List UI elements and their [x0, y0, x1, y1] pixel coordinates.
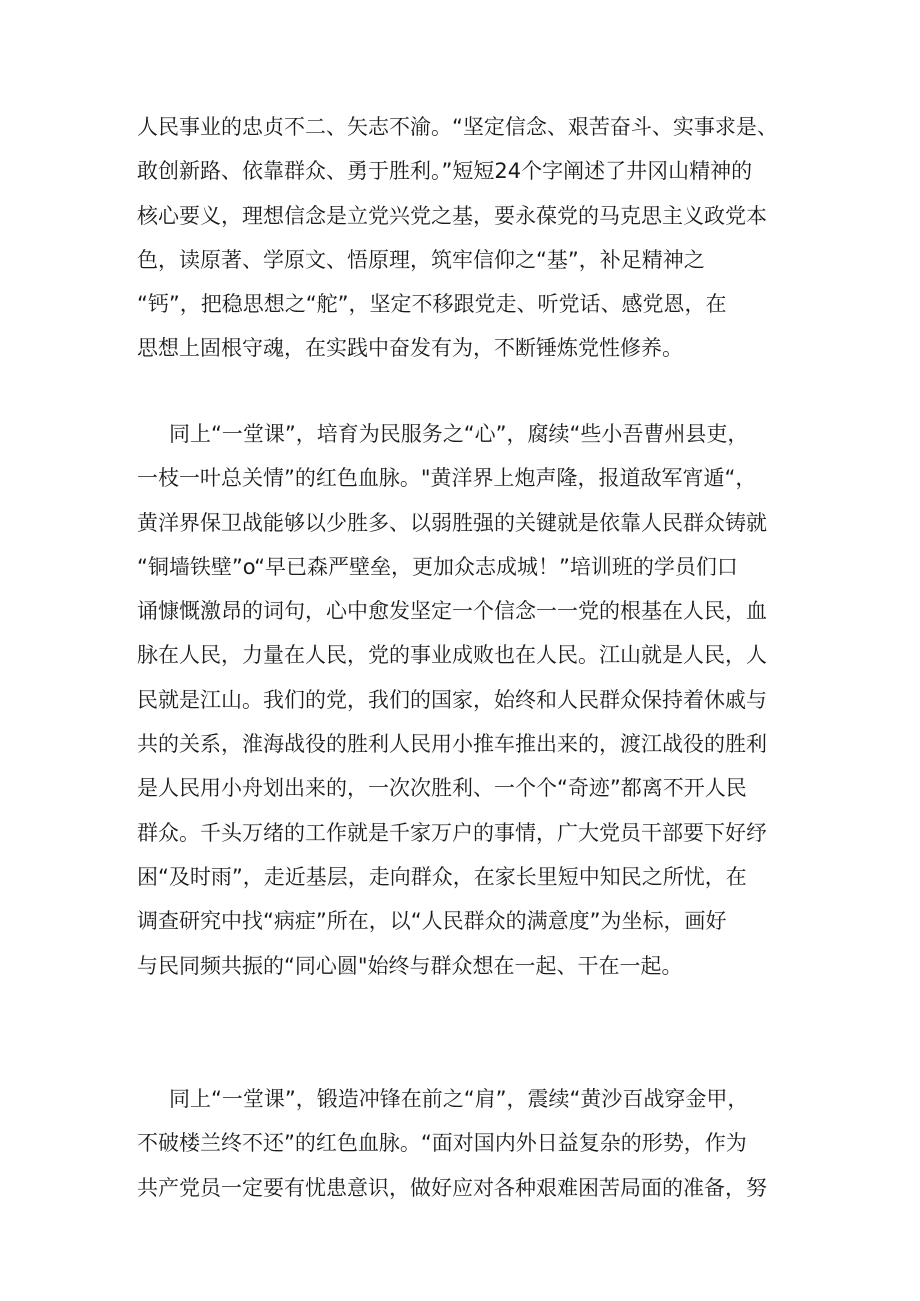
text-line: 脉在人民，力量在人民，党的事业成败也在人民。江山就是人民，人 [137, 643, 767, 668]
text-line: 调查研究中找“病症”所在，以“人民群众的满意度”为坐标，画好 [137, 909, 727, 934]
text-line: 是人民用小舟划出来的，一次次胜利、一个个“奇迹”都离不开人民 [137, 776, 747, 801]
text-line: 困“及时雨”，走近基层，走向群众，在家长里短中知民之所忧，在 [137, 864, 747, 889]
paragraph-3 [137, 1077, 797, 1210]
text-line: 共的关系，淮海战役的胜利人民用小推车推出来的，渡江战役的胜利 [137, 732, 767, 757]
text-line: “铜墙铁壁”o“早已森严壁垒，更加众志成城！”培训班的学员们口 [137, 554, 738, 579]
text-line: 核心要义，理想信念是立党兴党之基，要永葆党的马克思主义政党本 [137, 203, 767, 228]
text-line: 黄洋界保卫战能够以少胜多、以弱胜强的关键就是依靠人民群众铸就 [137, 510, 767, 535]
paragraph-2 [137, 412, 797, 988]
paragraph-1 [137, 105, 797, 371]
text-line: 思想上固根守魂，在实践中奋发有为，不断锤炼党性修养。 [137, 336, 683, 361]
text-line: 人民事业的忠贞不二、矢志不渝。“坚定信念、艰苦奋斗、实事求是、 [137, 115, 778, 139]
text-line: 同上“一堂课”，培育为民服务之“心”，腐续“些小吾曹州县吏， [169, 422, 749, 446]
text-line: 诵慷慨激昂的词句，心中愈发坚定一个信念一一党的根基在人民，血 [137, 599, 767, 624]
text-line: 民就是江山。我们的党，我们的国家，始终和人民群众保持着休戚与 [137, 687, 767, 712]
text-line: 群众。千头万绪的工作就是千家万户的事情，广大党员干部要下好纾 [137, 820, 767, 845]
text-line: 同上“一堂课”，锻造冲锋在前之“肩”，震续“黄沙百战穿金甲， [169, 1087, 749, 1111]
text-line: 敢创新路、依靠群众、勇于胜利。”短短24个字阐述了井冈山精神的 [137, 159, 753, 184]
text-line: 色，读原著、学原文、悟原理，筑牢信仰之“基”，补足精神之 [137, 247, 705, 272]
text-line: 一枝一叶总关情”的红色血脉。"黄洋界上炮声隆，报道敌军宵遁“， [137, 466, 757, 491]
text-line: 与民同频共振的“同心圆"始终与群众想在一起、干在一起。 [137, 953, 683, 978]
text-line: 不破楼兰终不还”的红色血脉。“面对国内外日益复杂的形势，作为 [137, 1131, 747, 1156]
text-line: 共产党员一定要有忧患意识，做好应对各种艰难困苦局面的准备，努 [137, 1175, 767, 1200]
text-line: “钙”，把稳思想之“舵”，坚定不移跟党走、听党话、感党恩，在 [137, 292, 727, 317]
